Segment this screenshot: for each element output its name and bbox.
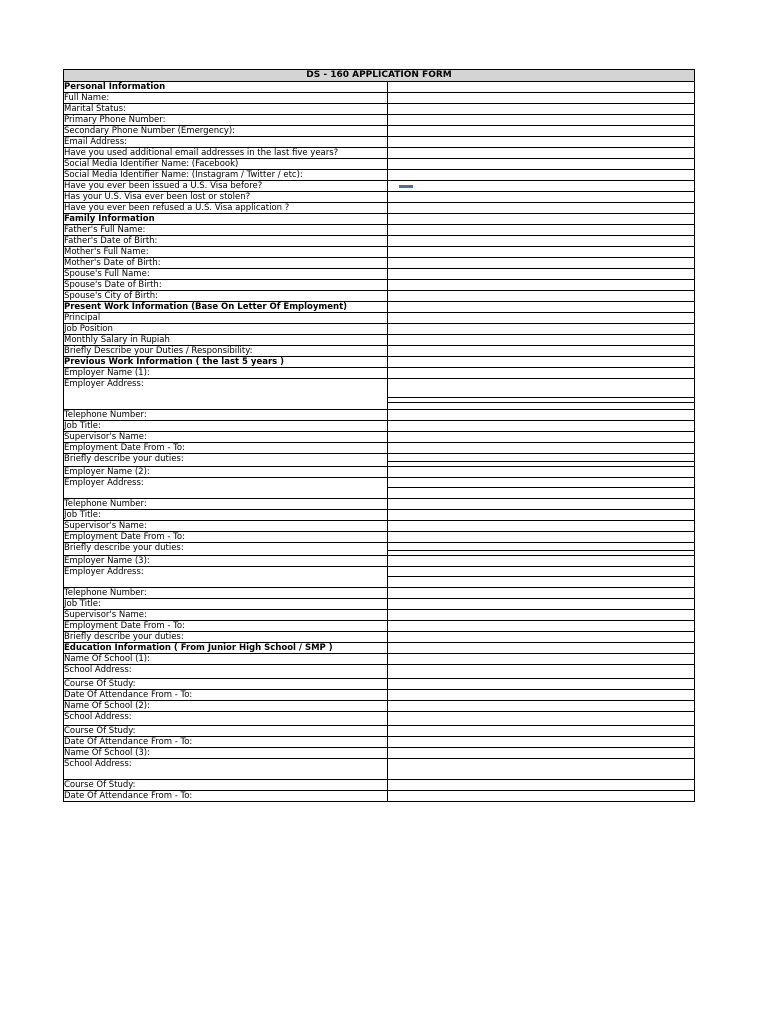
- field-input-cell[interactable]: [388, 410, 695, 420]
- section-header-row: [64, 643, 695, 654]
- field-input-cell[interactable]: [388, 181, 695, 191]
- field-label: Employer Name (3):: [64, 556, 388, 566]
- section-title: Personal Information: [64, 82, 388, 92]
- field-input-cell[interactable]: [388, 236, 695, 246]
- field-input-cell[interactable]: [388, 280, 695, 290]
- field-label: Name Of School (3):: [64, 748, 388, 758]
- field-input-cell[interactable]: [388, 726, 695, 736]
- form-row: [64, 780, 695, 791]
- field-input-cell[interactable]: [388, 258, 695, 268]
- field-label: School Address:: [64, 759, 388, 779]
- field-label: Employer Name (1):: [64, 368, 388, 378]
- field-input-cell[interactable]: [388, 170, 695, 180]
- field-input-cell[interactable]: [388, 104, 695, 114]
- form-row: [64, 654, 695, 665]
- form-row: [64, 443, 695, 454]
- section-title: Previous Work Information ( the last 5 years ): [64, 357, 388, 367]
- field-label: Social Media Identifier Name: (Facebook): [64, 159, 388, 169]
- field-label: Full Name:: [64, 93, 388, 103]
- field-label: Course Of Study:: [64, 780, 388, 790]
- field-label: Spouse's Full Name:: [64, 269, 388, 279]
- field-label: Briefly describe your duties:: [64, 632, 388, 642]
- field-label: Father's Date of Birth:: [64, 236, 388, 246]
- section-title: Family Information: [64, 214, 388, 224]
- application-form-table: [63, 69, 695, 802]
- field-label: Employer Address:: [64, 567, 388, 587]
- form-row: [64, 543, 695, 556]
- form-row: [64, 588, 695, 599]
- field-label: Job Title:: [64, 421, 388, 431]
- field-label: Principal: [64, 313, 388, 323]
- field-input-cell[interactable]: [388, 780, 695, 790]
- section-title: Education Information ( From Junior High School / SMP ): [64, 643, 388, 653]
- field-input-cell[interactable]: [388, 324, 695, 334]
- form-row: [64, 203, 695, 214]
- section-header-row: [64, 357, 695, 368]
- field-label: Supervisor's Name:: [64, 610, 388, 620]
- form-row: [64, 599, 695, 610]
- field-input-cell[interactable]: [388, 368, 695, 378]
- form-row: [64, 280, 695, 291]
- form-row: [64, 665, 695, 679]
- field-input-cell[interactable]: [388, 748, 695, 758]
- field-input-cell[interactable]: [388, 225, 695, 235]
- field-input-cell[interactable]: [388, 126, 695, 136]
- field-input-cell[interactable]: [388, 679, 695, 689]
- field-label: Briefly describe your duties:: [64, 543, 388, 555]
- form-row: [64, 737, 695, 748]
- section-title: Present Work Information (Base On Letter Of Employment): [64, 302, 388, 312]
- form-row: [64, 567, 695, 588]
- field-input-cell[interactable]: [388, 588, 695, 598]
- field-label: Employer Name (2):: [64, 467, 388, 477]
- form-row: [64, 432, 695, 443]
- form-row: [64, 610, 695, 621]
- cell-divider: [388, 576, 694, 577]
- field-input-cell[interactable]: [388, 269, 695, 279]
- form-row: [64, 701, 695, 712]
- field-input-cell[interactable]: [388, 247, 695, 257]
- section-blank-cell: [388, 643, 695, 653]
- field-input-cell[interactable]: [388, 712, 695, 725]
- field-input-cell[interactable]: [388, 443, 695, 453]
- form-row: [64, 726, 695, 737]
- form-row: [64, 467, 695, 478]
- form-row: [64, 421, 695, 432]
- field-label: School Address:: [64, 665, 388, 678]
- field-input-cell[interactable]: [388, 346, 695, 356]
- form-row: [64, 621, 695, 632]
- field-label: Course Of Study:: [64, 726, 388, 736]
- field-input-cell[interactable]: [388, 115, 695, 125]
- field-label: Telephone Number:: [64, 588, 388, 598]
- field-input-cell[interactable]: [388, 313, 695, 323]
- form-row: [64, 335, 695, 346]
- field-label: Job Title:: [64, 599, 388, 609]
- field-input-cell[interactable]: [388, 599, 695, 609]
- field-input-cell[interactable]: [388, 478, 695, 498]
- section-header-row: [64, 82, 695, 93]
- field-label: Course Of Study:: [64, 679, 388, 689]
- field-input-cell[interactable]: [388, 93, 695, 103]
- field-label: Email Address:: [64, 137, 388, 147]
- field-label: Supervisor's Name:: [64, 521, 388, 531]
- field-label: Employment Date From - To:: [64, 621, 388, 631]
- field-label: Primary Phone Number:: [64, 115, 388, 125]
- form-row: [64, 410, 695, 421]
- section-blank-cell: [388, 357, 695, 367]
- form-row: [64, 313, 695, 324]
- section-header-row: [64, 302, 695, 313]
- field-input-cell[interactable]: [388, 737, 695, 747]
- field-label: Employment Date From - To:: [64, 532, 388, 542]
- field-label: Social Media Identifier Name: (Instagram / Twitter / etc):: [64, 170, 388, 180]
- form-row: [64, 225, 695, 236]
- field-input-cell[interactable]: [388, 432, 695, 442]
- form-row: [64, 258, 695, 269]
- form-row: [64, 148, 695, 159]
- cell-divider: [388, 461, 694, 462]
- form-row: [64, 137, 695, 148]
- form-row: [64, 115, 695, 126]
- field-label: School Address:: [64, 712, 388, 725]
- form-row: [64, 454, 695, 467]
- cell-divider: [388, 487, 694, 488]
- field-input-cell[interactable]: [388, 148, 695, 158]
- form-row: [64, 346, 695, 357]
- form-row: [64, 324, 695, 335]
- form-row: [64, 690, 695, 701]
- form-row: [64, 170, 695, 181]
- form-row: [64, 759, 695, 780]
- field-input-cell[interactable]: [388, 543, 695, 555]
- form-row: [64, 269, 695, 280]
- cell-divider: [388, 402, 694, 403]
- form-title: DS - 160 APPLICATION FORM: [64, 70, 695, 81]
- form-row: [64, 556, 695, 567]
- field-input-cell[interactable]: [388, 510, 695, 520]
- form-row: [64, 791, 695, 802]
- field-label: Spouse's Date of Birth:: [64, 280, 388, 290]
- form-row: [64, 192, 695, 203]
- form-row: [64, 368, 695, 379]
- field-label: Telephone Number:: [64, 410, 388, 420]
- field-input-cell[interactable]: [388, 632, 695, 642]
- field-label: Briefly describe your duties:: [64, 454, 388, 466]
- field-label: Has your U.S. Visa ever been lost or stolen?: [64, 192, 388, 202]
- field-label: Telephone Number:: [64, 499, 388, 509]
- field-label: Monthly Salary in Rupiah: [64, 335, 388, 345]
- field-label: Job Position: [64, 324, 388, 334]
- form-row: [64, 632, 695, 643]
- field-label: Briefly Describe your Duties / Responsibility:: [64, 346, 388, 356]
- field-input-cell[interactable]: [388, 654, 695, 664]
- field-label: Have you ever been issued a U.S. Visa before?: [64, 181, 388, 191]
- form-row: [64, 291, 695, 302]
- form-row: [64, 379, 695, 410]
- form-row: [64, 679, 695, 690]
- field-input-cell[interactable]: [388, 159, 695, 169]
- form-title-row: [64, 70, 695, 82]
- field-label: Date Of Attendance From - To:: [64, 791, 388, 801]
- field-label: Father's Full Name:: [64, 225, 388, 235]
- field-input-cell[interactable]: [388, 610, 695, 620]
- field-input-cell[interactable]: [388, 521, 695, 531]
- form-row: [64, 126, 695, 137]
- cell-divider: [388, 550, 694, 551]
- selection-mark-icon: [399, 185, 413, 188]
- field-input-cell[interactable]: [388, 192, 695, 202]
- field-input-cell[interactable]: [388, 556, 695, 566]
- cell-divider: [388, 397, 694, 398]
- field-label: Secondary Phone Number (Emergency):: [64, 126, 388, 136]
- section-blank-cell: [388, 302, 695, 312]
- field-label: Name Of School (1):: [64, 654, 388, 664]
- section-blank-cell: [388, 214, 695, 224]
- field-input-cell[interactable]: [388, 499, 695, 509]
- form-row: [64, 104, 695, 115]
- field-label: Supervisor's Name:: [64, 432, 388, 442]
- field-input-cell[interactable]: [388, 532, 695, 542]
- form-row: [64, 236, 695, 247]
- form-row: [64, 532, 695, 543]
- form-row: [64, 478, 695, 499]
- field-input-cell[interactable]: [388, 203, 695, 213]
- field-input-cell[interactable]: [388, 567, 695, 587]
- field-label: Job Title:: [64, 510, 388, 520]
- field-input-cell[interactable]: [388, 137, 695, 147]
- form-row: [64, 93, 695, 104]
- field-input-cell[interactable]: [388, 335, 695, 345]
- field-label: Employer Address:: [64, 478, 388, 498]
- form-row: [64, 247, 695, 258]
- field-label: Date Of Attendance From - To:: [64, 690, 388, 700]
- field-input-cell[interactable]: [388, 701, 695, 711]
- form-row: [64, 748, 695, 759]
- field-input-cell[interactable]: [388, 690, 695, 700]
- form-row: [64, 181, 695, 192]
- field-input-cell[interactable]: [388, 421, 695, 431]
- field-label: Have you ever been refused a U.S. Visa application ?: [64, 203, 388, 213]
- field-input-cell[interactable]: [388, 621, 695, 631]
- section-header-row: [64, 214, 695, 225]
- field-label: Date Of Attendance From - To:: [64, 737, 388, 747]
- form-row: [64, 521, 695, 532]
- field-input-cell[interactable]: [388, 759, 695, 779]
- field-input-cell[interactable]: [388, 379, 695, 409]
- field-label: Mother's Full Name:: [64, 247, 388, 257]
- field-label: Employment Date From - To:: [64, 443, 388, 453]
- field-label: Mother's Date of Birth:: [64, 258, 388, 268]
- field-input-cell[interactable]: [388, 791, 695, 801]
- section-blank-cell: [388, 82, 695, 92]
- form-row: [64, 159, 695, 170]
- field-input-cell[interactable]: [388, 467, 695, 477]
- form-row: [64, 510, 695, 521]
- form-row: [64, 712, 695, 726]
- field-label: Spouse's City of Birth:: [64, 291, 388, 301]
- field-input-cell[interactable]: [388, 291, 695, 301]
- form-row: [64, 499, 695, 510]
- field-input-cell[interactable]: [388, 665, 695, 678]
- field-label: Employer Address:: [64, 379, 388, 409]
- field-label: Name Of School (2):: [64, 701, 388, 711]
- field-input-cell[interactable]: [388, 454, 695, 466]
- field-label: Have you used additional email addresses in the last five years?: [64, 148, 388, 158]
- field-label: Marital Status:: [64, 104, 388, 114]
